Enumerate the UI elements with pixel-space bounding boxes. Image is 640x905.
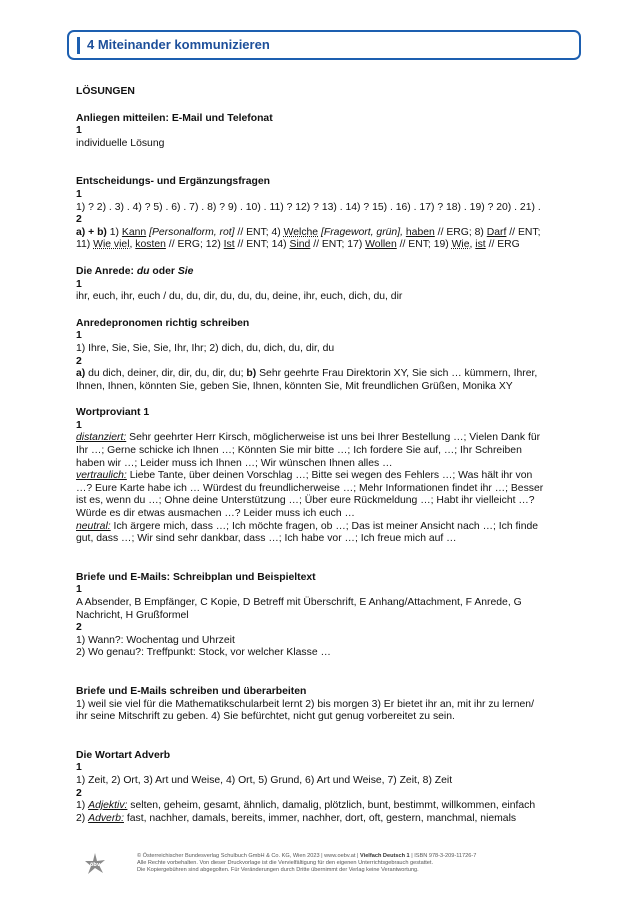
text: selten, geheim, gesamt, ähnlich, damalig, plötzlich, bunt, bestimmt, willkommen, einfach	[127, 800, 536, 812]
section-anliegen	[76, 113, 566, 151]
dotted-word: Welche	[283, 226, 319, 238]
underlined-word: Darf	[486, 226, 507, 238]
answer-paragraph	[76, 227, 566, 252]
text: © Österreichischer Bundesverlag Schulbuch GmbH & Co. KG, Wien 2023 | www.oebv.at |	[137, 853, 361, 859]
answer-line: ist es, wenn du …; Ohne deine Unterstützung …; Über eure Rückmeldung …; Habt ihr vielleicht …?	[76, 495, 535, 507]
underlined-word: Kann	[121, 226, 147, 238]
task-number: 2	[76, 214, 82, 226]
answer-line: Ihr …; Gerne schicke ich Ihnen …; Könnten Sie mir bitte …; Ich fordere Sie auf, …; Ihr Schreiben	[76, 445, 522, 457]
task-number: 1	[76, 125, 82, 137]
answer-line	[76, 368, 566, 381]
page-title: LÖSUNGEN	[76, 86, 135, 97]
section-title: Anredepronomen richtig schreiben	[76, 317, 250, 329]
answer-line: 1) weil sie viel für die Mathematikschularbeit lernt 2) bis morgen 3) Er bietet ihr an, mit ihr zu lernen/	[76, 698, 534, 710]
part-label: b)	[246, 368, 257, 380]
answer-line	[76, 813, 566, 826]
annotation: [Fragewort, grün],	[320, 226, 403, 238]
underlined-word: kosten	[135, 239, 166, 251]
answer-line: ihr seine Mitschrift zu geben. 4) Sie befürchtet, nicht gut genug vorbereitet zu sein.	[76, 711, 455, 723]
text: // ERG	[485, 239, 520, 251]
text: // ENT; 14)	[234, 239, 290, 251]
solutions-content	[76, 86, 566, 825]
answer-line: 1) ? 2) . 3) . 4) ? 5) . 6) . 7) . 8) ? 9) . 10) . 11) ? 12) ? 13) . 14) ? 15) . 16) . 17) ? 18) . 19) ? 20) . 21) .	[76, 201, 541, 213]
section-title: Briefe und E-Mails schreiben und überarbeiten	[76, 685, 307, 697]
answer-line: A Absender, B Empfänger, C Kopie, D Betreff mit Überschrift, E Anhang/Attachment, F Anrede, G	[76, 597, 522, 608]
dotted-word: Wie,	[451, 239, 473, 251]
answer-line: 1) Zeit, 2) Ort, 3) Art und Weise, 4) Ort, 5) Grund, 6) Art und Weise, 7) Zeit, 8) Zeit	[76, 774, 453, 786]
section-fragen	[76, 176, 566, 252]
part-label: a)	[76, 368, 86, 380]
category-label: neutral:	[76, 520, 111, 532]
chapter-header	[67, 30, 581, 60]
text: oder	[149, 265, 178, 277]
answer-line: haben wir …; Leider muss ich Ihnen …; Wir wünschen Ihnen alles …	[76, 457, 393, 469]
underlined-word: Wollen	[365, 239, 397, 251]
section-ueberarbeiten	[76, 686, 566, 724]
answer-line: 2) Wo genau?: Treffpunkt: Stock, vor welcher Klasse …	[76, 647, 331, 659]
section-title	[76, 266, 566, 279]
text: 2)	[76, 812, 89, 824]
text: du	[136, 265, 150, 277]
text: 1)	[76, 800, 89, 812]
dotted-word: Wie viel,	[93, 239, 133, 251]
section-title: Briefe und E-Mails: Schreibplan und Beispieltext	[76, 571, 316, 583]
answer-line: 1) Ihre, Sie, Sie, Sie, Ihr, Ihr; 2) dich, du, dich, du, dir, du	[76, 342, 335, 354]
answer-line	[76, 470, 566, 483]
task-number: 2	[76, 787, 82, 799]
category-label: distanziert:	[76, 432, 127, 444]
text: Die Anrede:	[76, 265, 137, 277]
text: // ENT; 17)	[310, 239, 366, 251]
task-number: 1	[76, 419, 82, 431]
answer-line: Nachricht, H Grußformel	[76, 609, 189, 621]
answer-line: gut, dass …; Wir sind sehr dankbar, dass …; Ich habe vor …; Ich freue mich auf …	[76, 533, 457, 545]
footer	[137, 853, 597, 874]
answer-line: Ihnen, Ihnen, könnten Sie, geben Sie, Ihnen, könnten Sie, Mit freundlichen Grüßen, Monika XY	[76, 380, 513, 392]
answer-line: Würde es dir etwas ausmachen …? Leider muss ich euch …	[76, 508, 355, 520]
rights-line: Alle Rechte vorbehalten. Von dieser Druckvorlage ist die Vervielfältigung für den eigenen Unterrichtsgebrauch gestattet.	[137, 860, 434, 866]
task-number: 1	[76, 188, 82, 200]
underlined-word: haben	[405, 226, 435, 238]
annotation: [Personalform, rot]	[149, 226, 235, 238]
category-label: Adjektiv:	[88, 800, 128, 812]
svg-text:öbv: öbv	[89, 862, 101, 868]
answer-line: …? Eure Karte habe ich … Würdest du freundlicherweise …; Mehr Informationen findet ihr …; Besser	[76, 482, 544, 494]
text: 1)	[106, 226, 122, 238]
part-label: a) + b)	[76, 226, 107, 238]
text: Sehr geehrte Frau Direktorin XY, Sie sich … kümmern, Ihrer,	[256, 368, 538, 380]
text: // ENT; 4)	[234, 226, 284, 238]
category-label: vertraulich:	[76, 470, 127, 482]
category-label: Adverb:	[88, 812, 124, 824]
answer-line	[76, 521, 566, 534]
underlined-word: Ist	[223, 239, 235, 251]
section-title: Wortproviant 1	[76, 407, 150, 419]
task-number: 1	[76, 584, 82, 596]
text: Sehr geehrter Herr Kirsch, möglicherweise ist uns bei Ihrer Bestellung …; Vielen Dank für	[126, 432, 541, 444]
section-anrede	[76, 266, 566, 304]
fees-line: Die Kopiergebühren sind abgegolten. Für Veränderungen durch Dritte übernimmt der Verlag keine Verantwortung.	[137, 867, 419, 873]
section-wortproviant	[76, 407, 566, 546]
chapter-title: 4 Miteinander kommunizieren	[87, 37, 270, 52]
section-adverb	[76, 750, 566, 826]
text: 11)	[76, 239, 94, 251]
section-title: Entscheidungs- und Ergänzungsfragen	[76, 176, 270, 188]
text: | ISBN 978-3-209-11726-7	[409, 853, 477, 859]
answer-line: ihr, euch, ihr, euch / du, du, dir, du, du, du, deine, ihr, euch, dich, du, dir	[76, 291, 403, 303]
header-accent-bar	[77, 37, 80, 54]
text: Ich ärgere mich, dass …; Ich möchte fragen, ob …; Das ist meiner Ansicht nach …; Ich finde	[110, 520, 539, 532]
task-number: 1	[76, 278, 82, 290]
section-schreibplan	[76, 572, 566, 660]
text: // ERG; 8)	[434, 226, 487, 238]
answer-line: 1) Wann?: Wochentag und Uhrzeit	[76, 634, 235, 646]
answer-line: individuelle Lösung	[76, 137, 165, 149]
text: Sie	[177, 265, 194, 277]
book-title: Vielfach Deutsch 1	[360, 853, 410, 859]
answer-line	[76, 800, 566, 813]
section-anredepronomen	[76, 318, 566, 394]
underlined-word: ist	[475, 239, 486, 251]
task-number: 1	[76, 330, 82, 342]
answer-line	[76, 432, 566, 445]
section-title: Die Wortart Adverb	[76, 749, 171, 761]
oebv-logo-icon	[84, 852, 106, 876]
task-number: 2	[76, 355, 82, 367]
task-number: 2	[76, 622, 82, 634]
copyright-line	[137, 853, 597, 860]
underlined-word: Sind	[289, 239, 311, 251]
text: fast, nachher, damals, bereits, immer, nachher, dort, oft, gestern, manchmal, niemals	[123, 812, 517, 824]
text: Liebe Tante, über deinen Vorschlag …; Bitte sei wegen des Fehlers …; Was hält ihr von	[126, 470, 533, 482]
text: // ENT;	[506, 226, 541, 238]
text: // ERG; 12)	[165, 239, 224, 251]
text: // ENT; 19)	[396, 239, 452, 251]
section-title: Anliegen mitteilen: E-Mail und Telefonat	[76, 112, 273, 124]
task-number: 1	[76, 762, 82, 774]
text: du dich, deiner, dir, dir, du, dir, du;	[85, 368, 247, 380]
